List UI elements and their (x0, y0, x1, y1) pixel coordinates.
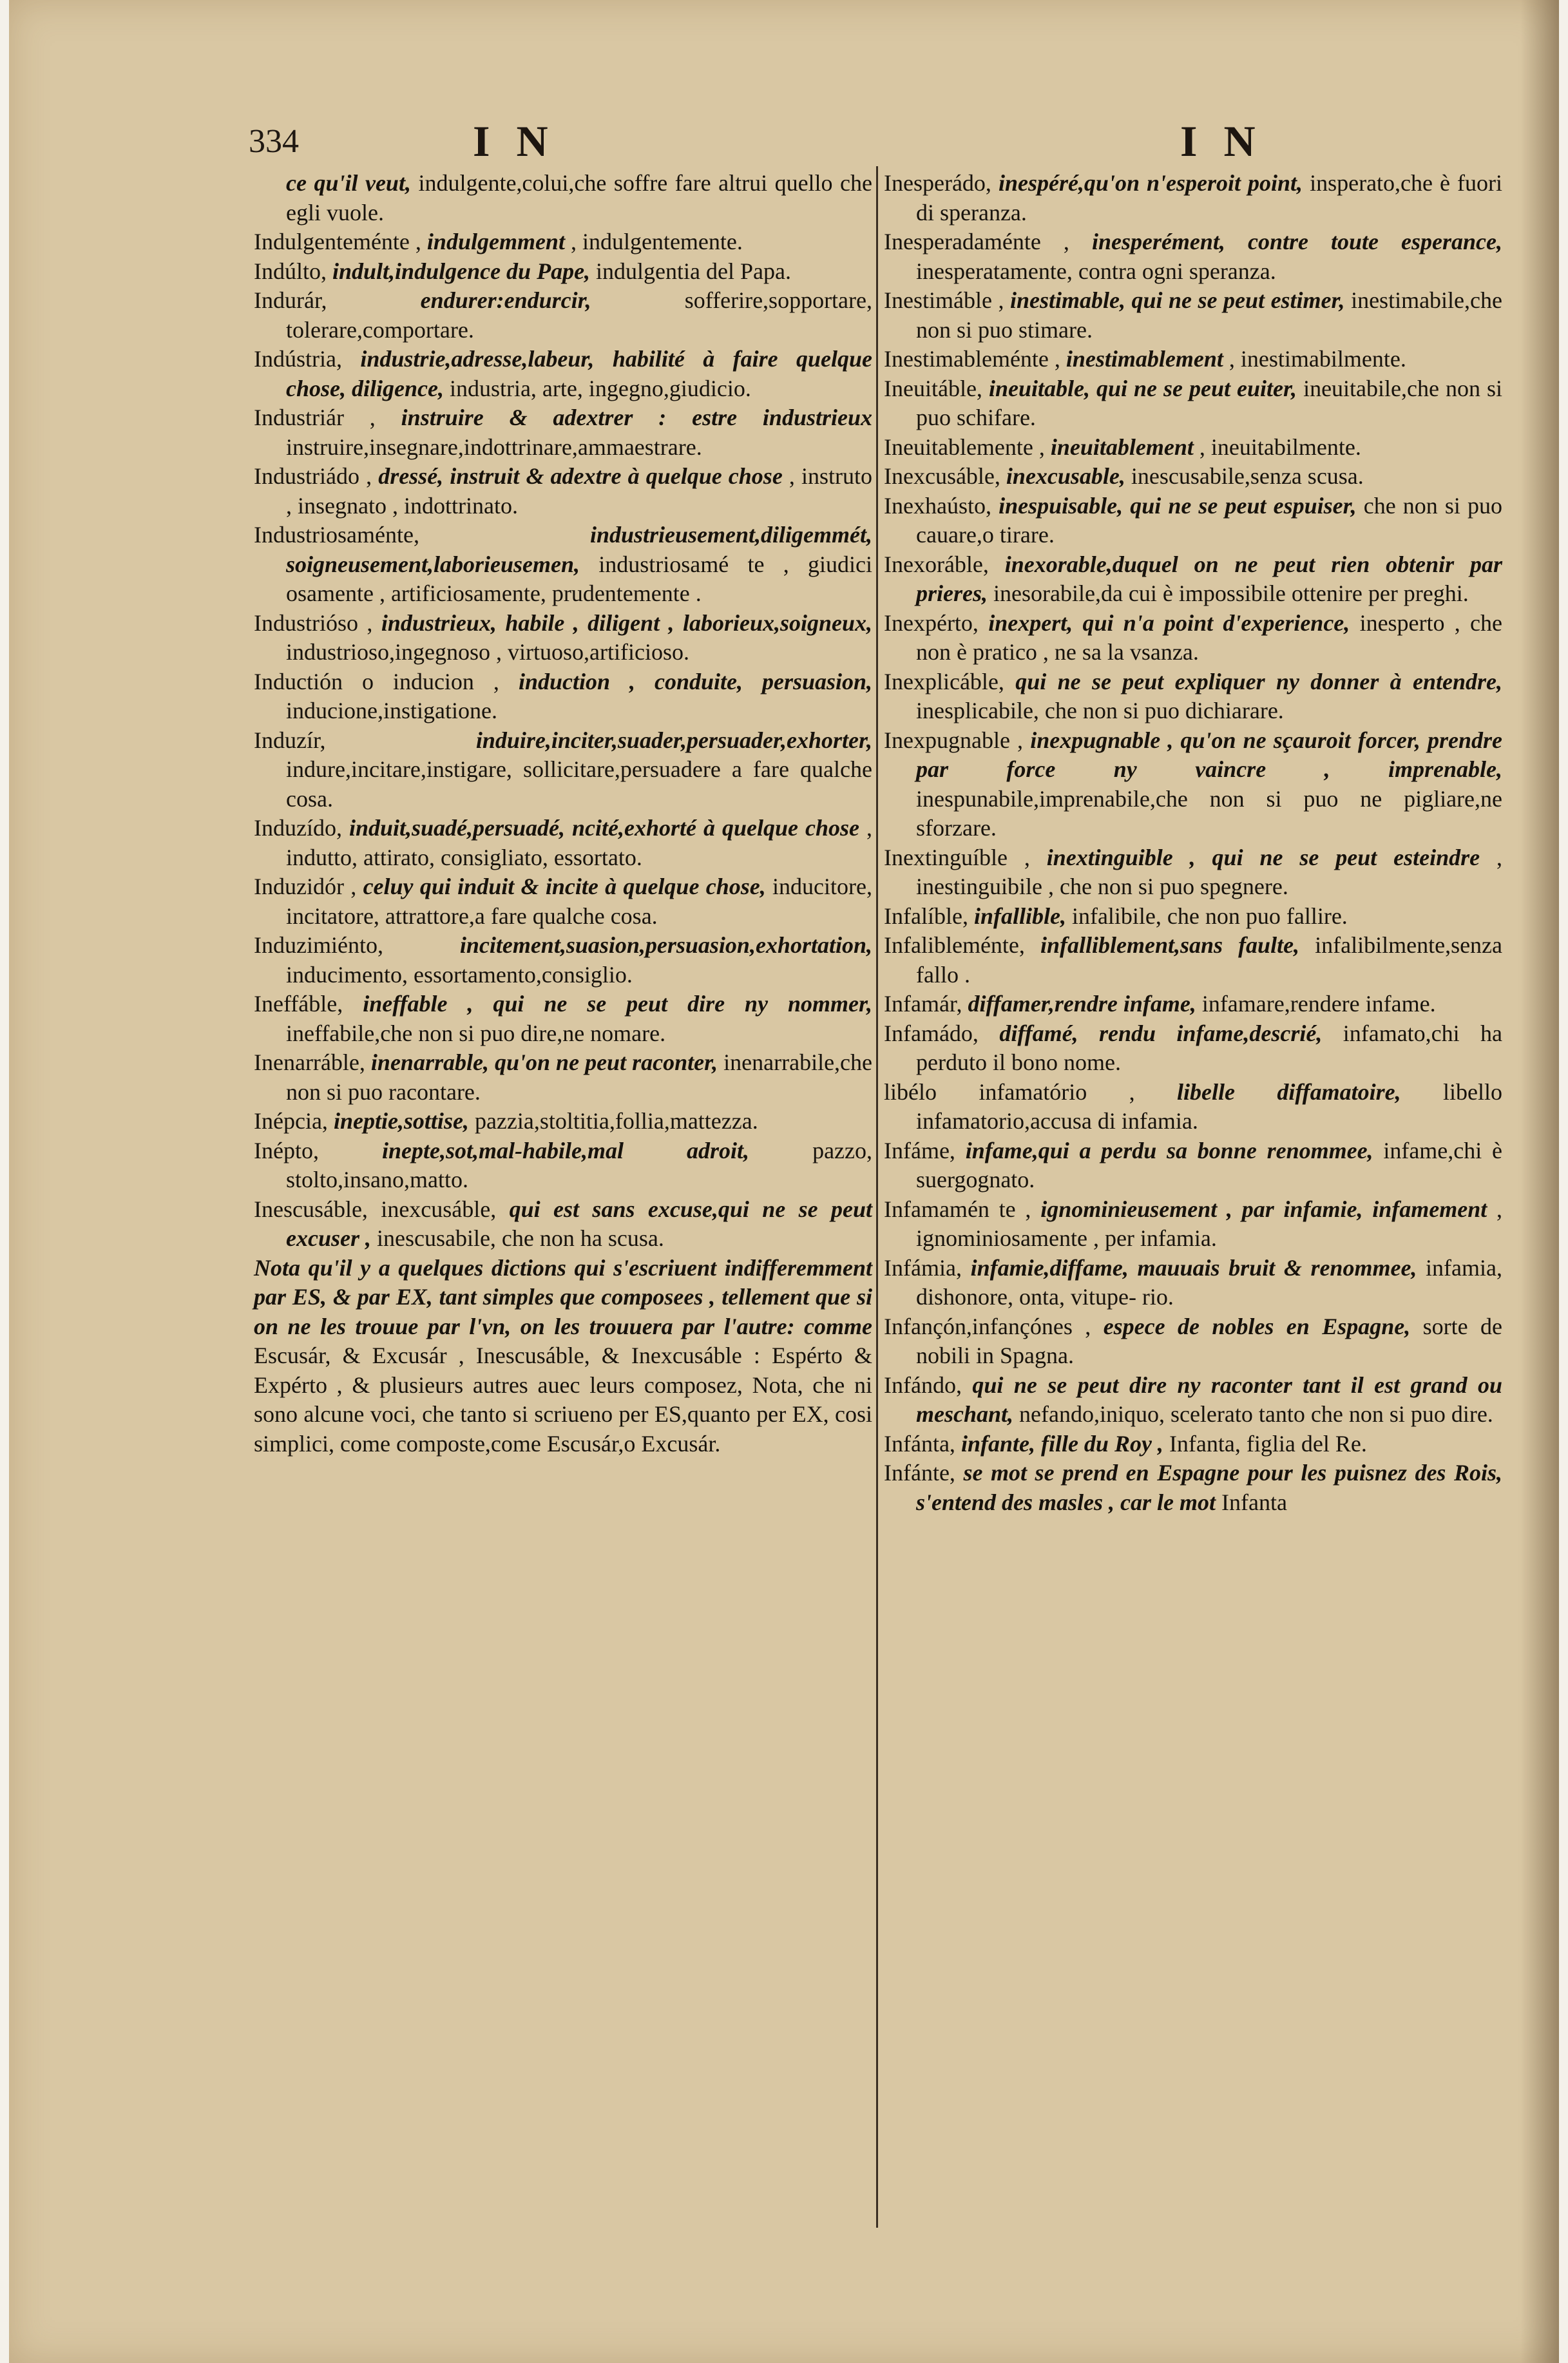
entry-french: inespuisable, qui ne se peut espuiser, (999, 492, 1357, 519)
entry-headword: Industriár , (254, 405, 376, 430)
entry-headword: Inexpérto, (884, 609, 979, 636)
dictionary-entry (254, 1136, 872, 1195)
dictionary-entry (254, 345, 872, 403)
entry-french: inestimable, qui ne se peut estimer, (1009, 287, 1345, 313)
entry-italian: , indulgentemente. (570, 229, 743, 254)
entry-italian: Infanta (1221, 1489, 1287, 1515)
entry-italian: sorte de nobili in Spagna. (916, 1313, 1502, 1368)
dictionary-entry (254, 227, 872, 257)
column-divider (876, 166, 878, 2228)
entry-french: endurer:endurcir, (420, 287, 591, 313)
entry-french: industrieusement,diligemmét, soigneusement,laborieusemen, (286, 522, 872, 577)
running-head-right: I N (1180, 117, 1263, 166)
entry-italian: , inestimabilmente. (1229, 346, 1406, 372)
entry-italian: infalibile, che non puo fallire. (1071, 903, 1348, 929)
entry-italian: insperato,che è fuori di speranza. (916, 170, 1503, 225)
entry-headword: Inexhaústo, (884, 492, 991, 519)
entry-french: instruire & adextrer : estre industrieux (401, 405, 872, 430)
entry-french: infamie,diffame, mauuais bruit & renommee, (970, 1254, 1417, 1281)
entry-italian: industriosamé te , giudici osamente , artificiosamente, prudentemente . (286, 551, 873, 606)
entry-italian: industria, arte, ingegno,giudicio. (449, 375, 751, 401)
dictionary-entry (254, 931, 872, 990)
dictionary-entry (884, 374, 1502, 433)
dictionary-entry (254, 667, 872, 726)
entry-italian: industrioso,ingegnoso , virtuoso,artificioso. (286, 639, 689, 665)
entry-headword: Inépcia, (254, 1108, 328, 1134)
entry-italian: libello infamatorio,accusa di infamia. (916, 1078, 1502, 1134)
dictionary-entry (254, 990, 872, 1048)
dictionary-entry (254, 814, 872, 872)
dictionary-entry (884, 1459, 1502, 1517)
entry-italian: , ignominiosamente , per infamia. (916, 1196, 1503, 1251)
entry-french: inesperément, contre toute esperance, (1091, 229, 1502, 254)
dictionary-entry (254, 1107, 872, 1136)
entry-french: inexpugnable , qu'on ne sçauroit forcer, prendre par force ny vaincre , imprenable, (916, 727, 1502, 782)
page-number: 334 (249, 123, 299, 160)
dictionary-entry (884, 990, 1502, 1019)
entry-headword: Induzír, (254, 727, 326, 753)
entry-french: diffamé, rendu infame,descrié, (999, 1020, 1323, 1046)
entry-french: infame,qui a perdu sa bonne renommee, (965, 1137, 1373, 1163)
page-edge-shadow (1520, 0, 1559, 2363)
entry-italian: pazzia,stoltitia,follia,mattezza. (474, 1108, 758, 1134)
entry-french: industrieux, habile , diligent , laborieux,soigneux, (381, 609, 873, 636)
entry-headword: Inductión o inducion , (254, 668, 499, 694)
entry-french: diffamer,rendre infame, (968, 991, 1196, 1017)
entry-french: inexpert, qui n'a point d'experience, (988, 609, 1350, 636)
dictionary-entry (254, 1048, 872, 1107)
entry-headword: Inenarráble, (254, 1049, 365, 1075)
dictionary-entry (884, 931, 1502, 990)
entry-italian: , inestinguibile , che non si puo spegnere. (916, 844, 1502, 899)
entry-headword: Infalíble, (884, 903, 968, 929)
entry-italian: indulgentia del Papa. (596, 258, 791, 284)
entry-french: ignominieusement , par infamie, infamement (1040, 1196, 1487, 1222)
entry-italian: inesorabile,da cui è impossibile ottenire per preghi. (993, 580, 1469, 606)
dictionary-entry (884, 1019, 1502, 1078)
dictionary-entry (884, 227, 1502, 286)
dictionary-entry (254, 609, 872, 667)
entry-french: inestimablement (1066, 346, 1223, 372)
entry-headword: Inestimableménte , (884, 346, 1060, 372)
entry-headword: Infánte, (884, 1460, 955, 1486)
entry-headword: Inesperádo, (884, 170, 991, 196)
note-french: Nota qu'il y a quelques dictions qui s'escriuent indifferemment par ES, & par EX, tant simples que composees , tellement que si on ne les trouue par l'vn, on les trouuera par l'autre: comme (254, 1254, 872, 1339)
dictionary-entry (254, 257, 872, 287)
entry-italian: indulgente,colui,che soffre fare altrui quello che egli vuole. (286, 170, 872, 225)
right-column (884, 169, 1502, 1517)
entry-french: libelle diffamatoire, (1177, 1078, 1401, 1105)
entry-french: ineuitablement (1050, 434, 1194, 460)
entry-french: induire,inciter,suader,persuader,exhorter, (475, 727, 872, 753)
entry-italian: nefando,iniquo, scelerato tanto che non si puo dire. (1019, 1401, 1493, 1427)
entry-french: induction , conduite, persuasion, (518, 668, 873, 694)
entry-french: induit,suadé,persuadé, ncité,exhorté à quelque chose (349, 815, 859, 841)
entry-headword: Infámia, (884, 1254, 962, 1281)
left-column (254, 169, 872, 1459)
entry-headword: Inestimáble , (884, 287, 1004, 313)
entry-headword: Induzído, (254, 815, 342, 841)
entry-italian: indure,incitare,instigare, sollicitare,persuadere a fare qualche cosa. (286, 756, 872, 812)
entry-french: ineuitable, qui ne se peut euiter, (988, 375, 1297, 401)
entry-french: espece de nobles en Espagne, (1103, 1313, 1411, 1339)
entry-french: qui est sans excuse,qui ne se peut excuser , (286, 1196, 872, 1251)
note-italian: Escusár, & Excusár , Inescusáble, & Inexcusáble : Espérto & Expérto , & plusieurs autres auec leurs composez, Nota, che ni sono alcune voci, che tanto si scriueno per ES,quanto per EX, cosi simplici, come composte,come Escusár,o Excusár. (254, 1343, 872, 1457)
dictionary-entry (884, 345, 1502, 374)
entry-french: indulgemment (426, 229, 565, 254)
entry-headword: Infánta, (884, 1430, 955, 1457)
entry-french: infallible, (973, 903, 1066, 929)
dictionary-entry (884, 667, 1502, 726)
entry-italian: infamia, dishonore, onta, vitupe- rio. (916, 1254, 1502, 1310)
entry-headword: libélo infamatório , (884, 1078, 1135, 1105)
entry-french: inenarrable, qu'on ne peut raconter, (370, 1049, 718, 1075)
dictionary-entry (884, 1254, 1502, 1312)
entry-italian: ineuitabile,che non si puo schifare. (916, 375, 1503, 430)
entry-headword: Induzimiénto, (254, 932, 383, 958)
entry-italian: inestimabile,che non si puo stimare. (916, 287, 1502, 343)
entry-italian: infamare,rendere infame. (1201, 991, 1436, 1017)
entry-italian: infame,chi è suergognato. (916, 1137, 1502, 1192)
entry-italian: inespunabile,imprenabile,che non si puo ne pigliare,ne sforzare. (916, 785, 1502, 841)
entry-french: qui ne se peut dire ny raconter tant il est grand ou meschant, (916, 1372, 1503, 1427)
dictionary-entry (884, 726, 1502, 843)
scanned-page (9, 0, 1559, 2363)
running-head-left: I N (473, 117, 556, 166)
entry-headword: Inexoráble, (884, 551, 989, 577)
dictionary-entry (254, 726, 872, 814)
dictionary-entry (884, 1195, 1502, 1254)
entry-headword: Infançón,infançónes , (884, 1313, 1091, 1339)
entry-headword: Induzidór , (254, 874, 357, 899)
entry-headword: Inescusáble, inexcusáble, (254, 1196, 497, 1222)
entry-french: inextinguible , qui ne se peut esteindre (1046, 844, 1480, 870)
dictionary-entry (884, 433, 1502, 463)
entry-french: ce qu'il veut, (286, 170, 411, 196)
dictionary-entry (254, 1195, 872, 1254)
entry-french: inexorable,duquel on ne peut rien obtenir par prieres, (916, 551, 1502, 606)
entry-headword: Inépto, (254, 1137, 319, 1163)
entry-italian: ineffabile,che non si puo dire,ne nomare. (286, 1020, 666, 1046)
entry-french: qui ne se peut expliquer ny donner à entendre, (1015, 668, 1503, 694)
entry-headword: Industrióso , (254, 609, 373, 636)
entry-headword: Ineuitáble, (884, 375, 982, 401)
entry-headword: Infamádo, (884, 1020, 979, 1046)
dictionary-entry (884, 843, 1502, 902)
entry-italian: , indutto, attirato, consigliato, essortato. (286, 815, 872, 870)
entry-french: incitement,suasion,persuasion,exhortation, (459, 932, 872, 958)
entry-italian: infamato,chi ha perduto il bono nome. (916, 1020, 1502, 1075)
entry-french: inexcusable, (1006, 463, 1125, 489)
entry-headword: Ineffáble, (254, 991, 343, 1017)
entry-french: se mot se prend en Espagne pour les puisnez des Rois, s'entend des masles , car le mot (916, 1460, 1502, 1515)
entry-italian: inesperatamente, contra ogni speranza. (916, 258, 1276, 284)
dictionary-entry (884, 1430, 1502, 1459)
entry-french: ineptie,sottise, (333, 1108, 469, 1134)
entry-italian: , ineuitabilmente. (1199, 434, 1361, 460)
entry-italian: inescusabile, che non ha scusa. (376, 1225, 664, 1251)
entry-french: indult,indulgence du Pape, (332, 258, 591, 284)
dictionary-entry (254, 286, 872, 345)
entry-headword: Inexpugnable , (884, 727, 1024, 753)
entry-headword: Indústria, (254, 346, 342, 372)
entry-headword: Infamamén te , (884, 1196, 1031, 1222)
entry-headword: Inexcusáble, (884, 463, 1000, 489)
entry-italian: inescusabile,senza scusa. (1131, 463, 1364, 489)
entry-french: celuy qui induit & incite à quelque chose, (363, 874, 766, 899)
dictionary-entry (884, 550, 1502, 609)
dictionary-entry (884, 286, 1502, 345)
entry-italian: , instruto , insegnato , indottrinato. (286, 463, 873, 519)
entry-italian: inesperto , che non è pratico , ne sa la vsanza. (916, 609, 1503, 665)
entry-french: dressé, instruit & adextre à quelque chose (378, 463, 783, 489)
entry-headword: Industriádo , (254, 463, 372, 489)
entry-headword: Ineuitablemente , (884, 434, 1045, 460)
dictionary-entry (884, 462, 1502, 492)
entry-french: infante, fille du Roy , (961, 1430, 1163, 1457)
dictionary-entry (884, 902, 1502, 932)
dictionary-entry (884, 169, 1502, 227)
dictionary-entry (884, 609, 1502, 667)
entry-headword: Infamár, (884, 991, 962, 1017)
entry-italian: inenarrabile,che non si puo racontare. (286, 1049, 873, 1105)
entry-italian: pazzo, stolto,insano,matto. (286, 1137, 873, 1192)
entry-headword: Inextinguíble , (884, 844, 1030, 870)
dictionary-entry (254, 521, 872, 609)
entry-italian: sofferire,sopportare, tolerare,comportare. (286, 287, 872, 343)
entry-italian: instruire,insegnare,indottrinare,ammaestrare. (286, 434, 702, 460)
dictionary-entry (254, 1254, 872, 1459)
entry-headword: Infalibleménte, (884, 932, 1025, 958)
dictionary-entry (254, 169, 872, 227)
entry-italian: inducimento, essortamento,consiglio. (286, 961, 633, 988)
dictionary-entry (884, 1371, 1502, 1430)
entry-headword: Indulgenteménte , (254, 229, 421, 254)
entry-headword: Inexplicáble, (884, 668, 1004, 694)
dictionary-entry (884, 1136, 1502, 1195)
entry-headword: Indurár, (254, 287, 327, 313)
entry-headword: Industriosaménte, (254, 522, 419, 548)
entry-italian: inducione,instigatione. (286, 698, 497, 723)
dictionary-entry (254, 462, 872, 521)
entry-italian: inducitore, incitatore, attrattore,a fare qualche cosa. (286, 874, 872, 929)
entry-headword: Inesperadaménte , (884, 229, 1069, 254)
entry-french: inepte,sot,mal-habile,mal adroit, (382, 1137, 750, 1163)
entry-french: industrie,adresse,labeur, habilité à faire quelque chose, diligence, (286, 346, 873, 401)
entry-french: infalliblement,sans faulte, (1040, 932, 1300, 958)
entry-italian: Infanta, figlia del Re. (1169, 1430, 1367, 1457)
entry-french: inespéré,qu'on n'esperoit point, (998, 170, 1303, 196)
dictionary-entry (254, 403, 872, 462)
dictionary-entry (884, 492, 1502, 550)
entry-italian: inesplicabile, che non si puo dichiarare. (916, 698, 1284, 723)
entry-headword: Infáme, (884, 1137, 955, 1163)
dictionary-entry (254, 872, 872, 931)
dictionary-entry (884, 1078, 1502, 1136)
entry-italian: infalibilmente,senza fallo . (916, 932, 1503, 988)
entry-headword: Indúlto, (254, 258, 327, 284)
dictionary-entry (884, 1312, 1502, 1371)
entry-french: ineffable , qui ne se peut dire ny nommer, (363, 991, 873, 1017)
entry-headword: Infándo, (884, 1372, 962, 1398)
entry-italian: che non si puo cauare,o tirare. (916, 492, 1503, 548)
